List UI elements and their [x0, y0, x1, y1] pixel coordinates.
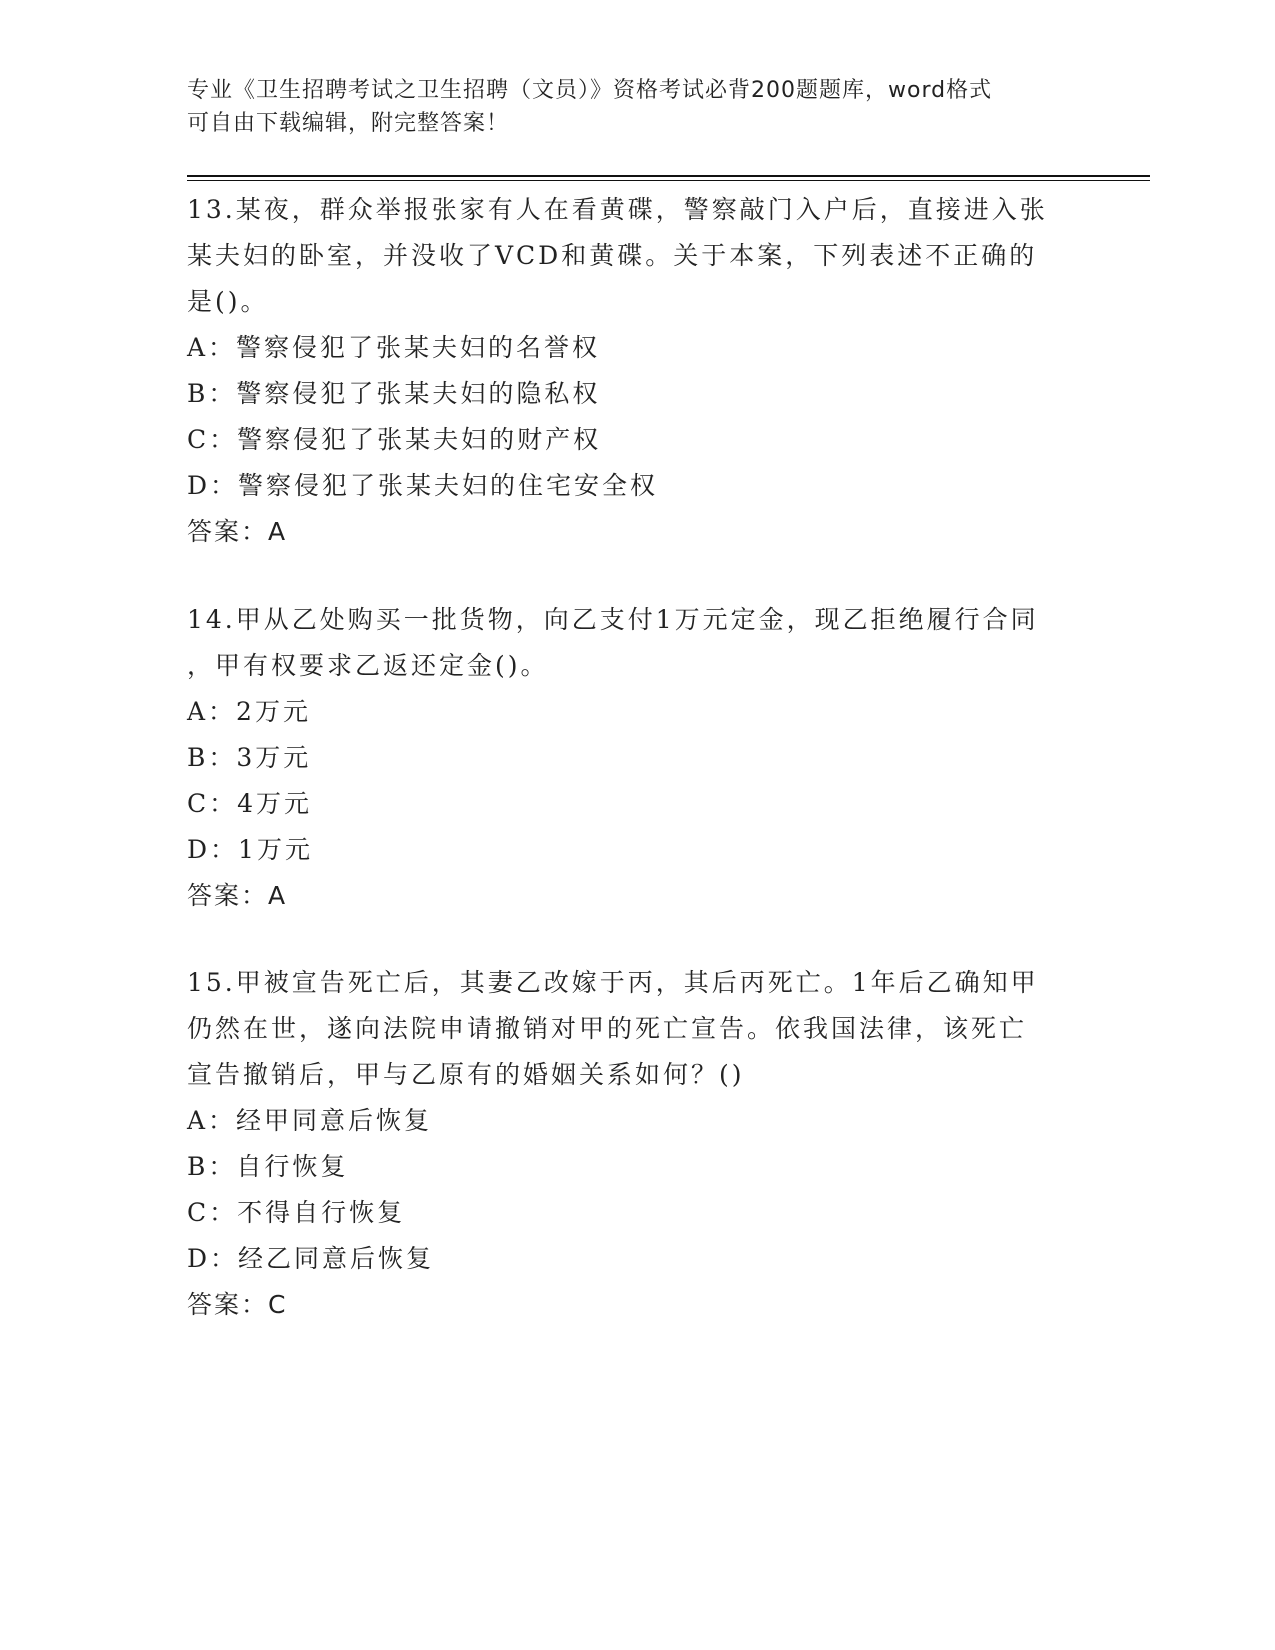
option-a: A：警察侵犯了张某夫妇的名誉权 [187, 333, 601, 362]
option-c: C：警察侵犯了张某夫妇的财产权 [187, 425, 602, 454]
header-line-1: 专业《卫生招聘考试之卫生招聘（文员）》资格考试必背200题题库，word格式 [187, 78, 993, 103]
question-14 [187, 597, 1087, 919]
option-d: D：1万元 [187, 835, 313, 864]
option-d: D：警察侵犯了张某夫妇的住宅安全权 [187, 471, 659, 500]
header-divider-thin [187, 180, 1150, 181]
question-stem-line: 是()。 [187, 287, 269, 316]
document-header [187, 74, 1067, 140]
question-stem-line: 宣告撤销后，甲与乙原有的婚姻关系如何？() [187, 1060, 745, 1089]
option-c: C：4万元 [187, 789, 313, 818]
question-15 [187, 960, 1087, 1328]
question-stem-line: 14.甲从乙处购买一批货物，向乙支付1万元定金，现乙拒绝履行合同 [187, 605, 1039, 634]
option-a: A：2万元 [187, 697, 311, 726]
option-b: B：自行恢复 [187, 1152, 349, 1181]
option-a: A：经甲同意后恢复 [187, 1106, 433, 1135]
option-c: C：不得自行恢复 [187, 1198, 406, 1227]
option-b: B：警察侵犯了张某夫妇的隐私权 [187, 379, 601, 408]
question-stem-line: ，甲有权要求乙返还定金()。 [187, 651, 549, 680]
question-stem-line: 仍然在世，遂向法院申请撤销对甲的死亡宣告。依我国法律，该死亡 [187, 1014, 1028, 1043]
option-d: D：经乙同意后恢复 [187, 1244, 435, 1273]
answer-line: 答案：A [187, 517, 288, 546]
answer-line: 答案：A [187, 881, 288, 910]
question-stem-line: 15.甲被宣告死亡后，其妻乙改嫁于丙，其后丙死亡。1年后乙确知甲 [187, 968, 1039, 997]
question-stem-line: 13.某夜，群众举报张家有人在看黄碟，警察敲门入户后，直接进入张 [187, 195, 1048, 224]
question-stem-line: 某夫妇的卧室，并没收了VCD和黄碟。关于本案，下列表述不正确的 [187, 241, 1038, 270]
question-13 [187, 187, 1087, 555]
header-divider-thick [187, 175, 1150, 177]
option-b: B：3万元 [187, 743, 312, 772]
answer-line: 答案：C [187, 1290, 288, 1319]
header-line-2: 可自由下载编辑，附完整答案！ [187, 111, 510, 136]
